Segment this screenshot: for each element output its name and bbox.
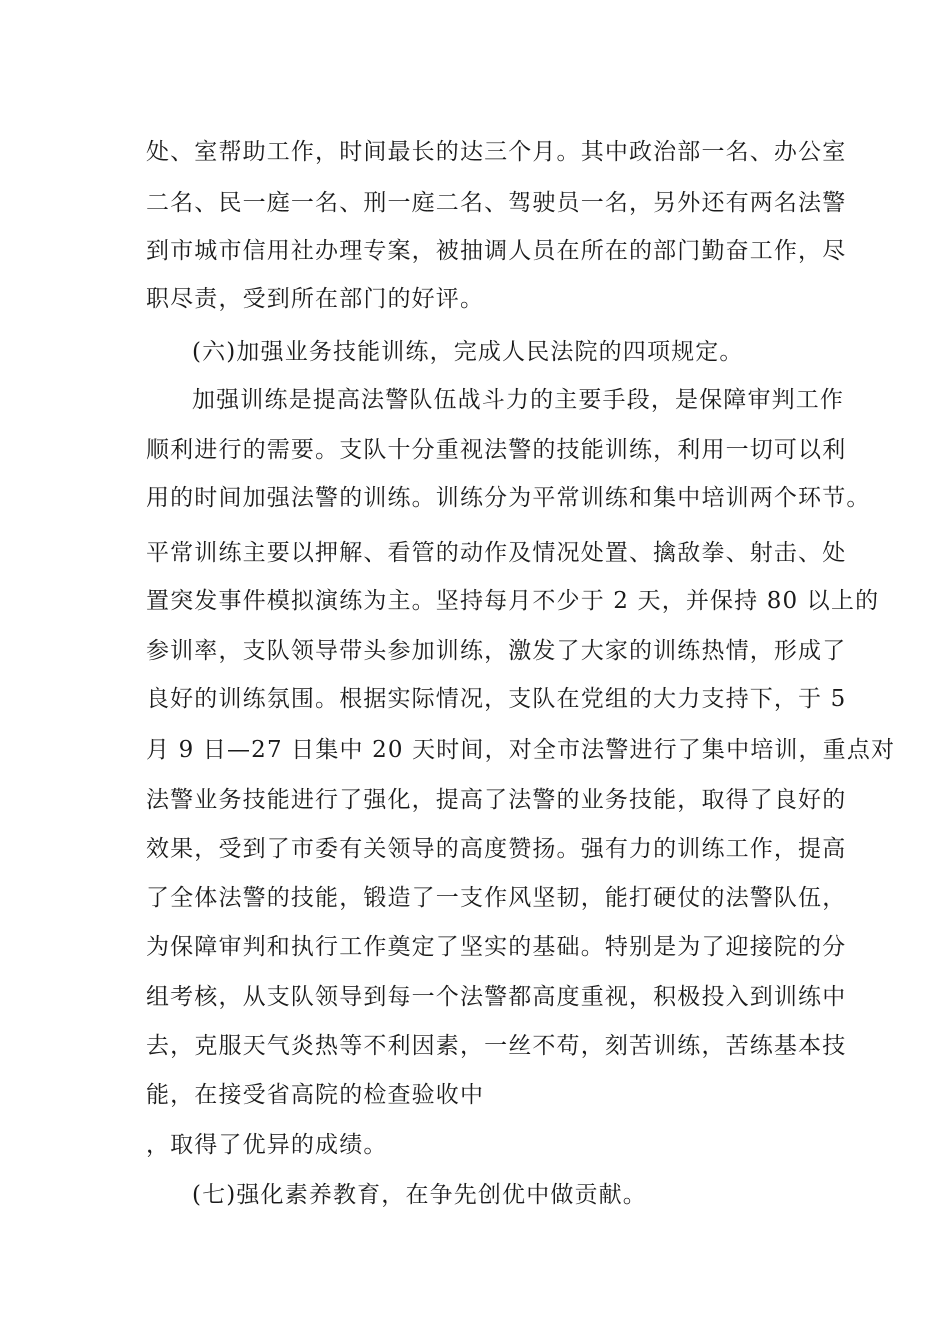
text-line: 用的时间加强法警的训练。训练分为平常训练和集中培训两个环节。: [146, 485, 871, 511]
text-line: (七)强化素养教育，在争先创优中做贡献。: [192, 1182, 647, 1208]
text-line: 能，在接受省高院的检查验收中: [146, 1082, 485, 1108]
text-line: 效果，受到了市委有关领导的高度赞扬。强有力的训练工作，提高: [146, 836, 847, 862]
text-line: 处、室帮助工作，时间最长的达三个月。其中政治部一名、办公室: [146, 139, 847, 165]
text-line: 职尽责，受到所在部门的好评。: [146, 286, 485, 312]
text-line: 法警业务技能进行了强化，提高了法警的业务技能，取得了良好的: [146, 787, 847, 813]
text-line: 去，克服天气炎热等不利因素，一丝不苟，刻苦训练，苦练基本技: [146, 1033, 847, 1059]
text-line: 二名、民一庭一名、刑一庭二名、驾驶员一名，另外还有两名法警: [146, 190, 847, 216]
section-heading: (六)加强业务技能训练，完成人民法院的四项规定。: [192, 339, 744, 365]
text-line: ，取得了优异的成绩。: [146, 1132, 388, 1158]
text-line: 月 9 日—27 日集中 20 天时间，对全市法警进行了集中培训，重点对: [146, 737, 896, 763]
text-line: 组考核，从支队领导到每一个法警都高度重视，积极投入到训练中: [146, 984, 847, 1010]
text-line: 到市城市信用社办理专案，被抽调人员在所在的部门勤奋工作，尽: [146, 238, 847, 264]
text-line: 良好的训练氛围。根据实际情况，支队在党组的大力支持下，于 5: [146, 686, 847, 712]
text-line: 了全体法警的技能，锻造了一支作风坚韧，能打硬仗的法警队伍，: [146, 885, 847, 911]
text-line: 参训率，支队领导带头参加训练，激发了大家的训练热情，形成了: [146, 638, 847, 664]
text-line: 为保障审判和执行工作奠定了坚实的基础。特别是为了迎接院的分: [146, 934, 847, 960]
text-line: 平常训练主要以押解、看管的动作及情况处置、擒敌拳、射击、处: [146, 540, 847, 566]
text-line: 顺利进行的需要。支队十分重视法警的技能训练，利用一切可以利: [146, 437, 847, 463]
text-line: 加强训练是提高法警队伍战斗力的主要手段，是保障审判工作: [192, 387, 845, 413]
text-line: 置突发事件模拟演练为主。坚持每月不少于 2 天，并保持 80 以上的: [146, 588, 880, 614]
